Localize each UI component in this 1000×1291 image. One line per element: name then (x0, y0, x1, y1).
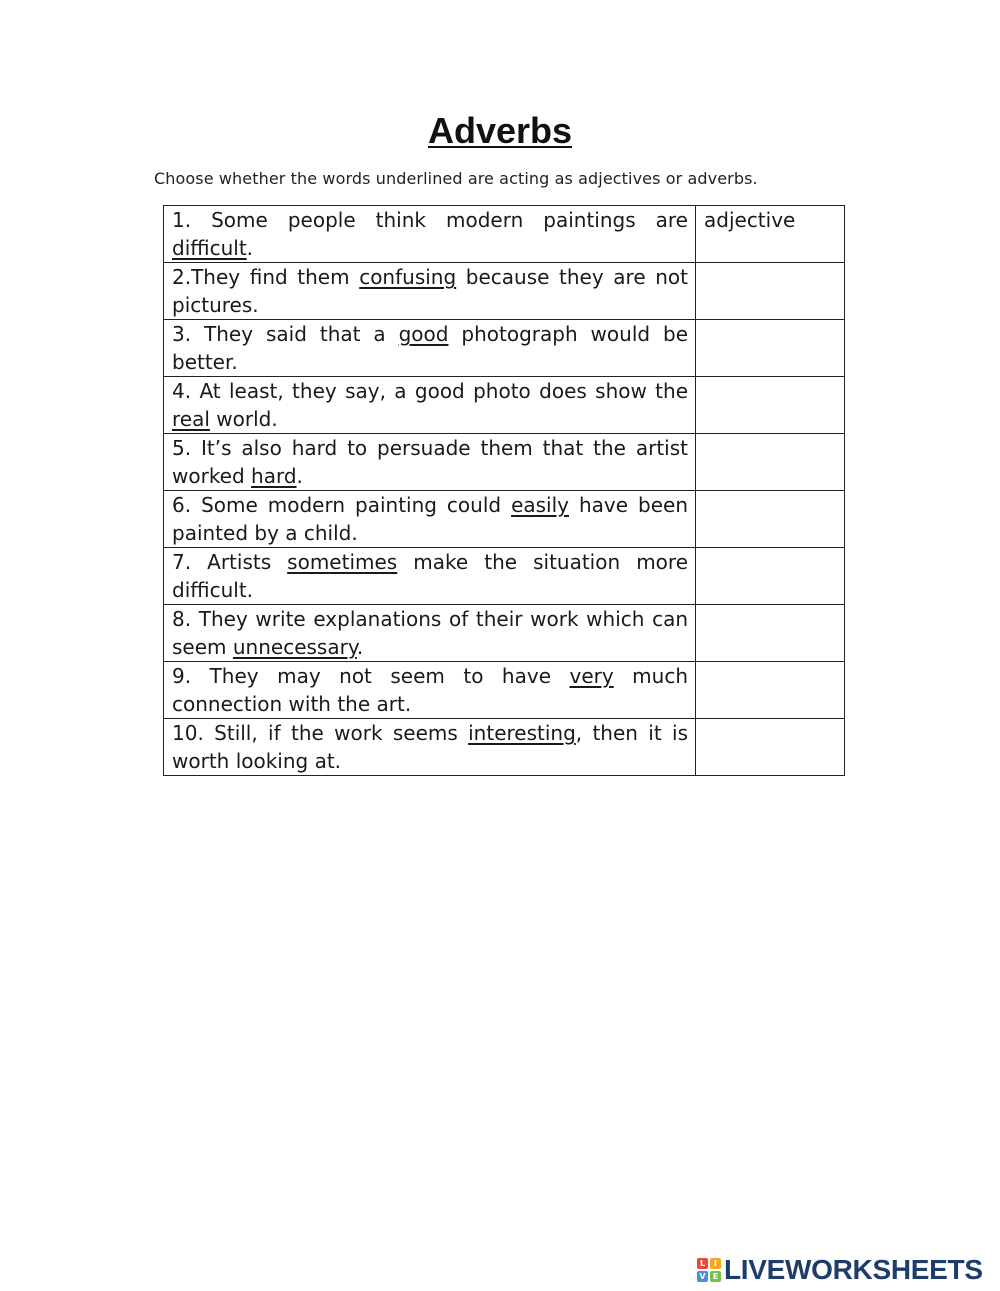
sentence-text-after: . (356, 635, 364, 659)
sentence-text-after: world. (209, 407, 278, 431)
number-separator (191, 664, 209, 688)
number-separator (204, 721, 214, 745)
table-row (164, 434, 845, 491)
sentence-cell (164, 263, 696, 320)
sentence-cell (164, 206, 696, 263)
answer-input[interactable] (704, 605, 837, 633)
underlined-word: difficult (172, 236, 247, 260)
sentence-text-before: It’s also hard to persuade them that the artist worked (172, 436, 688, 488)
table-row (164, 491, 845, 548)
sentence-text-before: They may not seem to have (209, 664, 570, 688)
sentence-text-before: Still, if the work seems (214, 721, 469, 745)
underlined-word: sometimes (287, 550, 398, 574)
table-row (164, 662, 845, 719)
sentence-text-after: , then it is worth looking at. (172, 721, 689, 773)
answer-input[interactable] (704, 263, 837, 291)
table-row (164, 320, 845, 377)
table-row (164, 719, 845, 776)
answer-cell[interactable] (696, 206, 845, 263)
sentence-cell (164, 434, 696, 491)
sentence-text-before: They write explanations of their work which can seem (172, 607, 689, 659)
table-row (164, 377, 845, 434)
answer-cell[interactable] (696, 320, 845, 377)
sentence-text-after: . (246, 236, 254, 260)
underlined-word: easily (511, 493, 569, 517)
answer-input[interactable] (704, 719, 837, 747)
sentence-text-after: make the situation more difficult. (172, 550, 689, 602)
sentence-text-after: have been painted by a child. (172, 493, 688, 545)
number-separator (191, 436, 201, 460)
sentence-cell (164, 662, 696, 719)
sentence-text-before: Some people think modern paintings are (211, 208, 688, 232)
sentence-cell (164, 719, 696, 776)
underlined-word: good (398, 322, 449, 346)
table-row (164, 263, 845, 320)
exercise-table (163, 205, 845, 776)
sentence-text-before: Artists (207, 550, 288, 574)
sentence-cell (164, 377, 696, 434)
sentence-text-after: much connection with the art. (172, 664, 688, 716)
logo-tile: V (697, 1271, 708, 1282)
number-separator (191, 550, 207, 574)
logo-tile: L (697, 1258, 708, 1269)
item-number: 10. (172, 721, 204, 745)
exercise-rows (164, 206, 845, 776)
underlined-word: interesting (468, 721, 576, 745)
sentence-text-after: photograph would be better. (172, 322, 689, 374)
sentence-cell (164, 491, 696, 548)
sentence-text-before: They said that a (204, 322, 399, 346)
sentence-text-before: At least, they say, a good photo does show the (199, 379, 689, 403)
answer-cell[interactable] (696, 719, 845, 776)
sentence-text-before: They find them (191, 265, 360, 289)
item-number: 2. (172, 265, 192, 289)
answer-cell[interactable] (696, 434, 845, 491)
answer-cell[interactable] (696, 491, 845, 548)
underlined-word: real (172, 407, 210, 431)
sentence-text-after: because they are not pictures. (172, 265, 688, 317)
answer-cell[interactable] (696, 548, 845, 605)
page-title: Adverbs (427, 110, 573, 151)
number-separator (191, 322, 204, 346)
liveworksheets-logo-icon (697, 1258, 721, 1282)
item-number: 1. (172, 208, 192, 232)
answer-input[interactable] (704, 434, 837, 462)
sentence-text-before: Some modern painting could (201, 493, 512, 517)
sentence-cell (164, 320, 696, 377)
number-separator (191, 208, 211, 232)
item-number: 4. (172, 379, 192, 403)
answer-input[interactable] (704, 662, 837, 690)
answer-input[interactable] (704, 320, 837, 348)
answer-cell[interactable] (696, 605, 845, 662)
item-number: 9. (172, 664, 192, 688)
answer-cell[interactable] (696, 263, 845, 320)
table-row (164, 548, 845, 605)
logo-tile: I (710, 1258, 721, 1269)
instructions: Choose whether the words underlined are acting as adjectives or adverbs. (154, 169, 758, 188)
item-number: 6. (172, 493, 192, 517)
table-row (164, 605, 845, 662)
sentence-cell (164, 548, 696, 605)
sentence-text-after: . (296, 464, 303, 488)
item-number: 7. (172, 550, 192, 574)
sentence-cell (164, 605, 696, 662)
underlined-word: confusing (359, 265, 457, 289)
underlined-word: hard (251, 464, 297, 488)
item-number: 8. (172, 607, 192, 631)
underlined-word: very (569, 664, 614, 688)
liveworksheets-brand (697, 1255, 983, 1285)
table-row (164, 206, 845, 263)
answer-cell[interactable] (696, 662, 845, 719)
answer-input[interactable] (704, 491, 837, 519)
number-separator (191, 493, 201, 517)
answer-cell[interactable] (696, 377, 845, 434)
answer-input[interactable] (704, 377, 837, 405)
answer-input[interactable] (704, 548, 837, 576)
item-number: 3. (172, 322, 192, 346)
answer-input[interactable] (704, 206, 837, 234)
number-separator (191, 607, 199, 631)
brand-text: LIVEWORKSHEETS (724, 1254, 983, 1285)
underlined-word: unnecessary (232, 635, 357, 659)
item-number: 5. (172, 436, 192, 460)
logo-tile: E (710, 1271, 721, 1282)
